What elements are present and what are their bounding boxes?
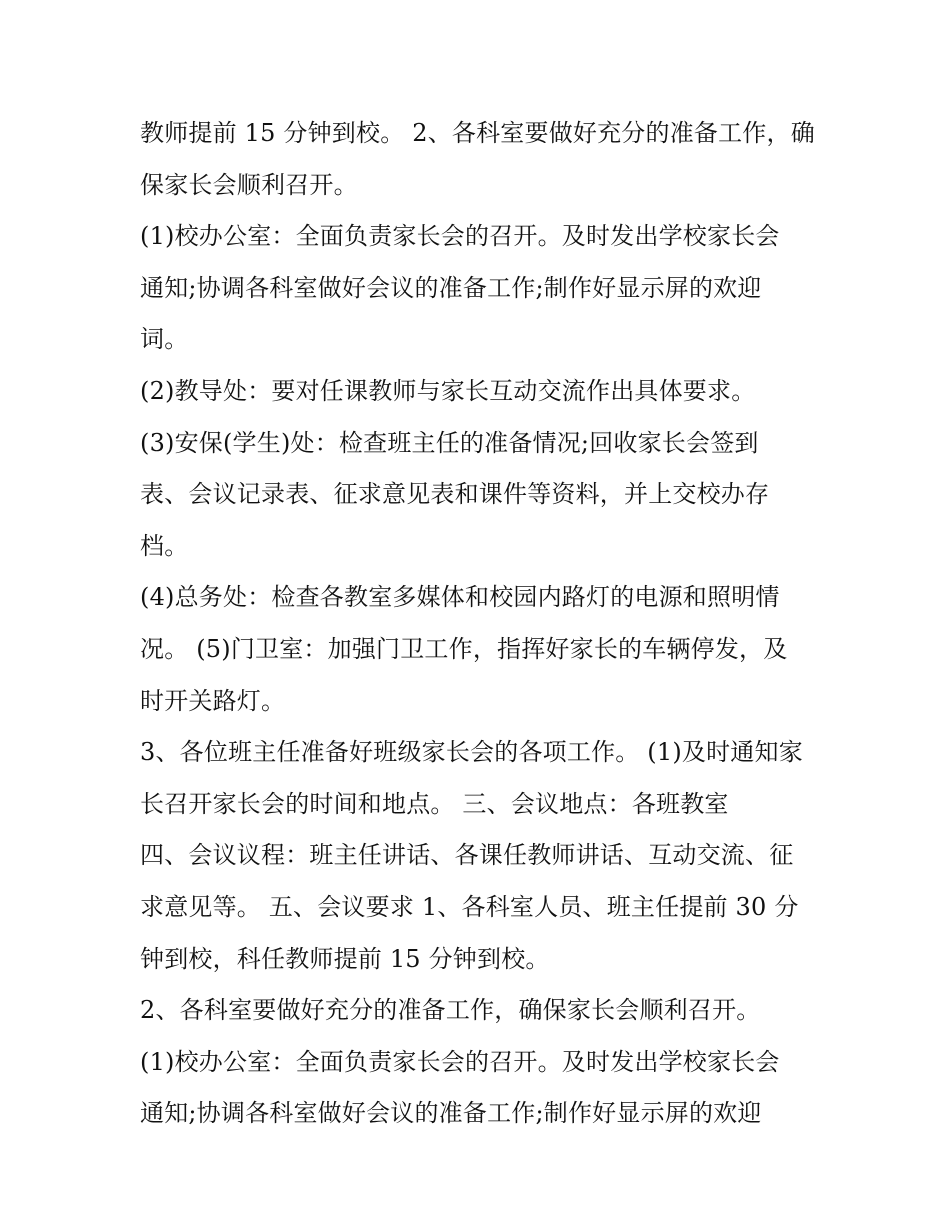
text-line: 通知;协调各科室做好会议的准备工作;制作好显示屏的欢迎 [140, 1099, 762, 1128]
text-line: 表、会议记录表、征求意见表和课件等资料，并上交校办存 [140, 480, 770, 509]
text-line: 求意见等。 五、会议要求 1、各科室人员、班主任提前 30 分 [140, 892, 799, 921]
text-line: 3、各位班主任准备好班级家长会的各项工作。 (1)及时通知家 [140, 738, 803, 767]
text-line: 时开关路灯。 [140, 686, 286, 715]
text-line: 2、各科室要做好充分的准备工作，确保家长会顺利召开。 [140, 996, 761, 1025]
text-line: (2)教导处：要对任课教师与家长互动交流作出具体要求。 [140, 376, 756, 405]
text-line: 词。 [140, 325, 189, 354]
text-line: 况。 (5)门卫室：加强门卫工作，指挥好家长的车辆停发，及 [140, 634, 788, 663]
text-line: (1)校办公室：全面负责家长会的召开。及时发出学校家长会 [140, 222, 780, 251]
text-line: (1)校办公室：全面负责家长会的召开。及时发出学校家长会 [140, 1047, 780, 1076]
text-line: 钟到校，科任教师提前 15 分钟到校。 [140, 944, 550, 973]
text-line: 档。 [140, 531, 189, 560]
text-line: 通知;协调各科室做好会议的准备工作;制作好显示屏的欢迎 [140, 273, 762, 302]
text-line: 教师提前 15 分钟到校。 2、各科室要做好充分的准备工作，确 [140, 119, 815, 147]
text-line: 保家长会顺利召开。 [140, 170, 358, 199]
document-body [140, 108, 830, 1140]
text-line: 长召开家长会的时间和地点。 三、会议地点：各班教室 [140, 789, 729, 818]
text-line: 四、会议议程：班主任讲话、各课任教师讲话、互动交流、征 [140, 841, 794, 870]
text-line: (4)总务处：检查各教室多媒体和校园内路灯的电源和照明情 [140, 583, 780, 612]
text-line: (3)安保(学生)处：检查班主任的准备情况;回收家长会签到 [140, 428, 759, 457]
